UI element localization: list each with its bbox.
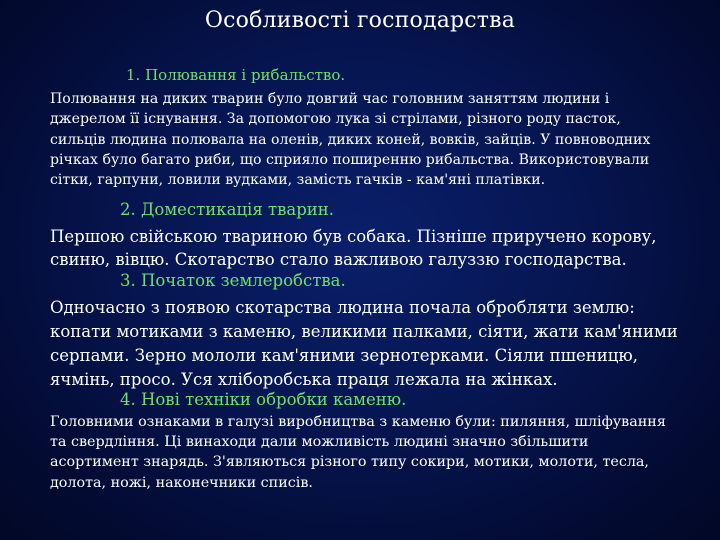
text-line: сильців людина полювала на оленів, диких коней, вовків, зайців. У повноводних (50, 131, 651, 148)
text-line: Головними ознаками в галузі виробництва з каменю були: пиляння, шліфування (50, 414, 666, 430)
section-heading-stone-techniques: 4. Нові техніки обробки каменю. (120, 390, 407, 409)
section-text-stone-techniques (50, 412, 720, 493)
section-heading-agriculture: 3. Початок землеробства. (120, 271, 346, 290)
text-line: копати мотиками з каменю, великими палками, сіяти, жати кам'яними (50, 322, 678, 341)
text-line: Полювання на диких тварин було довгий час головним заняттям людини і (50, 91, 610, 107)
text-line: сітки, гарпуни, ловили вудками, замість гачків - кам'яні платівки. (50, 172, 546, 189)
text-line: серпами. Зерно мололи кам'яними зернотерками. Сіяли пшеницю, (50, 346, 638, 365)
section-heading-hunting: 1. Полювання і рибальство. (126, 66, 346, 84)
text-line: річках було багато риби, що сприяло поширенню рибальства. Використовували (50, 151, 650, 168)
text-line: долота, ножі, наконечники списів. (50, 474, 313, 491)
section-heading-domestication: 2. Доместикація тварин. (120, 200, 335, 219)
section-text-hunting (50, 89, 720, 190)
slide-title: Особливості господарства (204, 8, 516, 33)
text-line: Першою свійською твариною був собака. Пізніше приручено корову, (50, 227, 657, 246)
text-line: Одночасно з появою скотарства людина почала обробляти землю: (50, 298, 635, 317)
text-line: свиню, вівцю. Скотарство стало важливою галуззю господарства. (50, 250, 627, 269)
section-text-agriculture (50, 296, 720, 392)
section-text-domestication (50, 225, 720, 271)
text-line: та свердління. Ці винаходи дали можливість людині значно збільшити (50, 434, 589, 451)
text-line: джерелом її існування. За допомогою лука зі стрілами, різного роду пасток, (50, 111, 621, 128)
text-line: ячмінь, просо. Уся хліборобська праця лежала на жінках. (50, 370, 558, 389)
text-line: асортимент знарядь. З'являються різного типу сокири, мотики, молоти, тесла, (50, 454, 649, 471)
